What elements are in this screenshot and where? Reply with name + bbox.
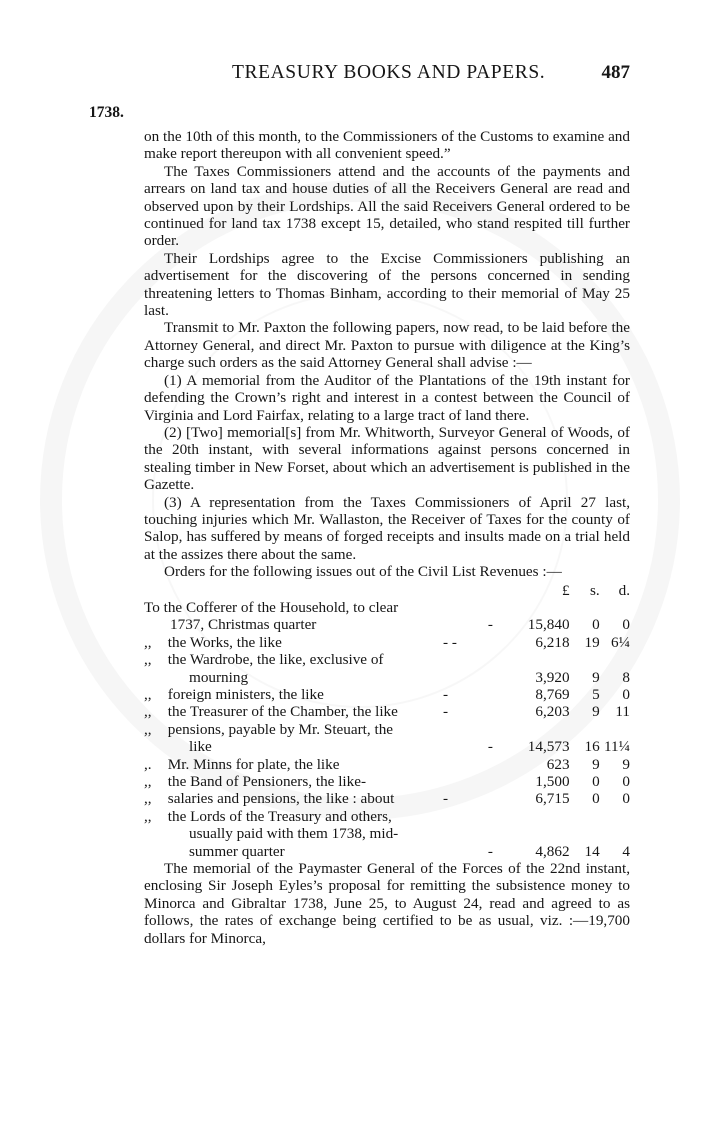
ledger-line: mourning: [189, 668, 249, 686]
ledger-line: ,. Mr. Minns for plate, the like: [144, 755, 340, 773]
ledger-pounds: 14,573: [527, 738, 570, 756]
ledger-row: [144, 651, 630, 686]
ditto-mark: ,,: [144, 807, 152, 825]
ledger-pence: 6¼: [611, 633, 630, 651]
leader-dash: -: [442, 703, 449, 721]
ditto-mark: ,,: [144, 790, 152, 808]
paragraph-paymaster-memorial: The memorial of the Paymaster General of the Forces of the 22nd instant, enclosing Sir Joseph Eyles’s proposal for remitting the subsistence money to Minorca and Gibraltar 1738, June 25, to August 24, read and agreed to as follows, the rates of exchange being certified to be as usual, viz. :—19,700 dollars for Minorca,: [144, 860, 630, 947]
ledger-row: [144, 790, 630, 807]
ledger-pounds: 6,715: [535, 790, 570, 808]
ditto-mark: ,,: [144, 773, 152, 791]
ledger-line: 1737, Christmas quarter -: [144, 616, 507, 633]
ledger-line: ,, the Lords of the Treasury and others,: [144, 807, 392, 825]
ledger-pence: 4: [622, 842, 630, 860]
paragraph-continuation: on the 10th of this month, to the Commissioners of the Customs to examine and make report thereupon with all convenient speed.”: [144, 128, 630, 163]
page-header: [160, 62, 630, 86]
ledger-pence: 11¼: [603, 738, 630, 756]
ledger-line: ,, the Band of Pensioners, the like-: [144, 773, 367, 791]
ledger-pence: 0: [622, 616, 630, 634]
ledger-description: [144, 790, 507, 807]
ledger-description: [144, 721, 507, 756]
ledger-row: [144, 808, 630, 860]
leader-dash: -: [487, 738, 493, 756]
ledger-pounds: 623: [546, 755, 570, 773]
ledger-description: [144, 703, 507, 720]
ditto-mark: ,.: [144, 755, 152, 773]
ledger-pence: 0: [622, 686, 630, 703]
ditto-mark: ,,: [144, 651, 152, 669]
ledger-line: ,, the Wardrobe, the like, exclusive of: [144, 651, 384, 669]
margin-year: 1738.: [89, 104, 124, 121]
body-text: [144, 128, 630, 947]
ledger-pounds: 6,218: [535, 633, 570, 651]
ledger-pounds: 4,862: [535, 842, 570, 860]
ledger-shillings: 14: [584, 842, 600, 860]
header-pence: d.: [618, 581, 630, 599]
ledger-pence: 8: [622, 668, 630, 686]
ledger-pounds: 1,500: [535, 773, 570, 791]
ledger-line: summer quarter -: [144, 843, 507, 860]
ditto-mark: ,,: [144, 686, 152, 703]
ledger-shillings: 0: [592, 790, 600, 808]
leader-dash: -: [442, 686, 449, 703]
ledger-shillings: 5: [592, 686, 600, 703]
ledger-row: [144, 773, 630, 790]
ledger-pounds: 6,203: [535, 703, 570, 721]
ledger-line: ,, the Works, the like - -: [144, 634, 507, 651]
ledger-row: [144, 599, 630, 634]
ledger-currency-header: [144, 582, 630, 599]
ledger-shillings: 0: [592, 616, 600, 634]
ditto-mark: ,,: [144, 720, 152, 738]
ledger-description: [144, 756, 507, 773]
ledger-line: To the Cofferer of the Household, to clear: [144, 598, 399, 616]
header-shillings: s.: [590, 581, 600, 599]
ledger-shillings: 9: [592, 703, 600, 721]
ledger-shillings: 9: [592, 668, 600, 686]
ledger-row: [144, 686, 630, 703]
leader-dash: - -: [442, 633, 457, 651]
ledger-row: [144, 703, 630, 720]
running-title: TREASURY BOOKS AND PAPERS.: [232, 62, 546, 83]
ledger-line: usually paid with them 1738, mid-: [189, 825, 399, 843]
ledger-pence: 0: [622, 773, 630, 791]
ledger-description: [144, 808, 507, 860]
ledger-shillings: 16: [584, 738, 600, 756]
ditto-mark: ,,: [144, 703, 152, 721]
ledger-description: [144, 599, 507, 634]
paragraph-transmit-paxton: Transmit to Mr. Paxton the following papers, now read, to be laid before the Attorney General, and direct Mr. Paxton to pursue with diligence at the King’s charge such orders as the said Attorney General shall advise :—: [144, 319, 630, 372]
ledger-description: [144, 634, 507, 651]
paragraph-item-3: (3) A representation from the Taxes Commissioners of April 27 last, touching injuries which Mr. Wallaston, the Receiver of Taxes for the county of Salop, has suffered by means of forged receipts and insults made on a trial held at the assizes there about the same.: [144, 493, 630, 563]
ledger-pence: 0: [622, 790, 630, 808]
ledger-description: [144, 686, 507, 703]
ledger-pounds: 15,840: [527, 616, 570, 634]
ledger-row: [144, 756, 630, 773]
paragraph-item-1: (1) A memorial from the Auditor of the Plantations of the 19th instant for defending the Crown’s right and interest in a contest between the Council of Virginia and Lord Fairfax, relating to a large tract of land there.: [144, 371, 630, 424]
ledger-shillings: 19: [584, 633, 600, 651]
leader-dash: -: [487, 842, 493, 860]
ledger-pence: 11: [615, 703, 630, 721]
ledger-description: [144, 773, 507, 790]
ledger-shillings: 0: [592, 773, 600, 791]
paragraph-item-2: (2) [Two] memorial[s] from Mr. Whitworth, Surveyor General of Woods, of the 20th instant, with several informations against persons concerned in stealing timber in New Forset, about which an advertisement is published in the Gazette.: [144, 423, 630, 494]
ledger-pence: 9: [622, 755, 630, 773]
page-number: 487: [601, 62, 630, 83]
paragraph-taxes-commissioners: The Taxes Commissioners attend and the accounts of the payments and arrears on land tax and house duties of all the Receivers General are read and observed upon by their Lordships. All the said Receivers General ordered to be continued for land tax 1738 except 15, detailed, who stand respited till further order.: [144, 162, 630, 250]
ledger-pounds: 8,769: [535, 686, 570, 703]
ledger-shillings: 9: [592, 755, 600, 773]
leader-dash: -: [487, 616, 493, 634]
ledger-row: [144, 721, 630, 756]
ledger-line: like -: [144, 738, 507, 755]
ledger-line: ,, foreign ministers, the like -: [144, 686, 507, 703]
ledger-row: [144, 634, 630, 651]
ditto-mark: ,,: [144, 633, 152, 651]
civil-list-ledger: [144, 582, 630, 861]
paragraph-civil-list-orders: Orders for the following issues out of the Civil List Revenues :—: [164, 563, 562, 581]
ledger-pounds: 3,920: [535, 668, 570, 686]
paragraph-excise-commissioners: Their Lordships agree to the Excise Commissioners publishing an advertisement for the discovering of the persons concerned in sending threatening letters to Thomas Binham, according to their memorial of May 25 last.: [144, 249, 630, 320]
ledger-line: ,, pensions, payable by Mr. Steuart, the: [144, 720, 394, 738]
header-pounds: £: [561, 581, 570, 599]
leader-dash: -: [442, 790, 449, 808]
ledger-line: ,, the Treasurer of the Chamber, the like -: [144, 703, 507, 720]
ledger-line: ,, salaries and pensions, the like : about -: [144, 790, 507, 807]
ledger-description: [144, 651, 507, 686]
